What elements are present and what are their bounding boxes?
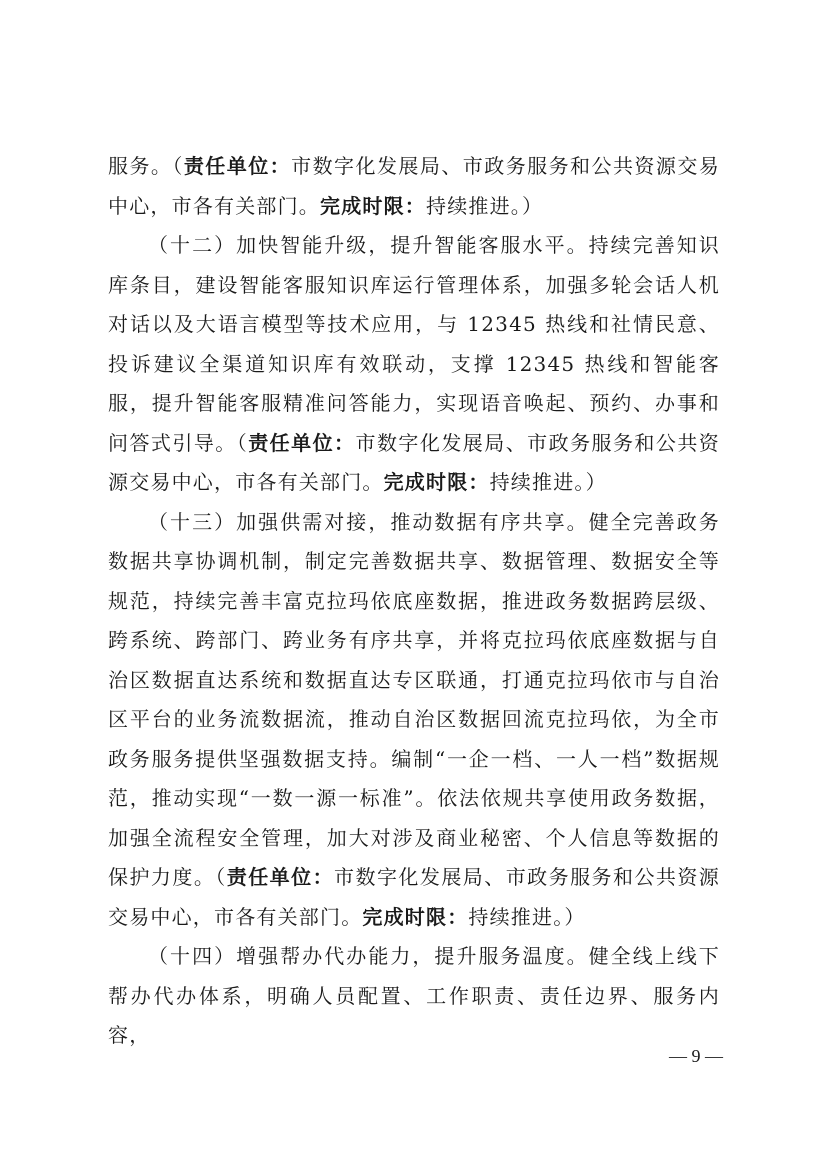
text-run: 市数字化发展局、市政务服务和公共资源交易中心，市各有关部门。 bbox=[108, 430, 721, 494]
deadline-label: 完成时限： bbox=[383, 470, 490, 494]
responsible-unit-label: 责任单位： bbox=[248, 430, 356, 455]
text-run: （十二）加快智能升级，提升智能客服水平。持续完善知识库条目，建设智能客服知识库运行管理体系，加强多轮会话人机对话以及大语言模型等技术应用，与 12345 热线和社情民意、投诉建议全渠道知识库有效联动，支撑 12345 热线和智能客服，提升智能客服精准问答能力，实现语音唤起、预约、办事和问答式引导。（ bbox=[108, 233, 720, 455]
text-run: 持续推进。） bbox=[489, 470, 607, 494]
paragraph-item-13 bbox=[108, 503, 720, 938]
deadline-label: 完成时限： bbox=[362, 904, 469, 929]
body-text bbox=[108, 147, 720, 1056]
text-run: 市数字化发展局、市政务服务和公共资源交易中心，市各有关部门。 bbox=[108, 154, 721, 218]
text-run: 持续推进。） bbox=[468, 904, 586, 929]
paragraph-item-14 bbox=[108, 937, 720, 1056]
text-run: 市数字化发展局、市政务服务和公共资源交易中心，市各有关部门。 bbox=[108, 865, 721, 929]
deadline-label: 完成时限： bbox=[320, 193, 426, 218]
text-run: （十四）增强帮办代办能力，提升服务温度。健全线上线下帮办代办体系，明确人员配置、工作职责、责任边界、服务内容， bbox=[108, 944, 720, 1047]
responsible-unit-label: 责任单位： bbox=[226, 865, 335, 889]
text-run: （十三）加强供需对接，推动数据有序共享。健全完善政务数据共享协调机制，制定完善数据共享、数据管理、数据安全等规范，持续完善丰富克拉玛依底座数据，推进政务数据跨层级、跨系统、跨部门、跨业务有序共享，并将克拉玛依底座数据与自治区数据直达系统和数据直达专区联通，打通克拉玛依市与自治区平台的业务流数据流，推动自治区数据回流克拉玛依，为全市政务服务提供坚强数据支持。编制“一企一档、一人一档”数据规范，推动实现“一数一源一标准”。依法依规共享使用政务数据，加强全流程安全管理，加大对涉及商业秘密、个人信息等数据的保护力度。（ bbox=[108, 509, 720, 889]
text-run: 持续推进。） bbox=[426, 193, 544, 218]
paragraph-item-12 bbox=[108, 226, 720, 503]
page-number: — 9 — bbox=[669, 1046, 723, 1066]
text-run: 服务。（ bbox=[108, 154, 184, 178]
responsible-unit-label: 责任单位： bbox=[183, 154, 292, 178]
paragraph-service-continuation bbox=[108, 147, 720, 226]
